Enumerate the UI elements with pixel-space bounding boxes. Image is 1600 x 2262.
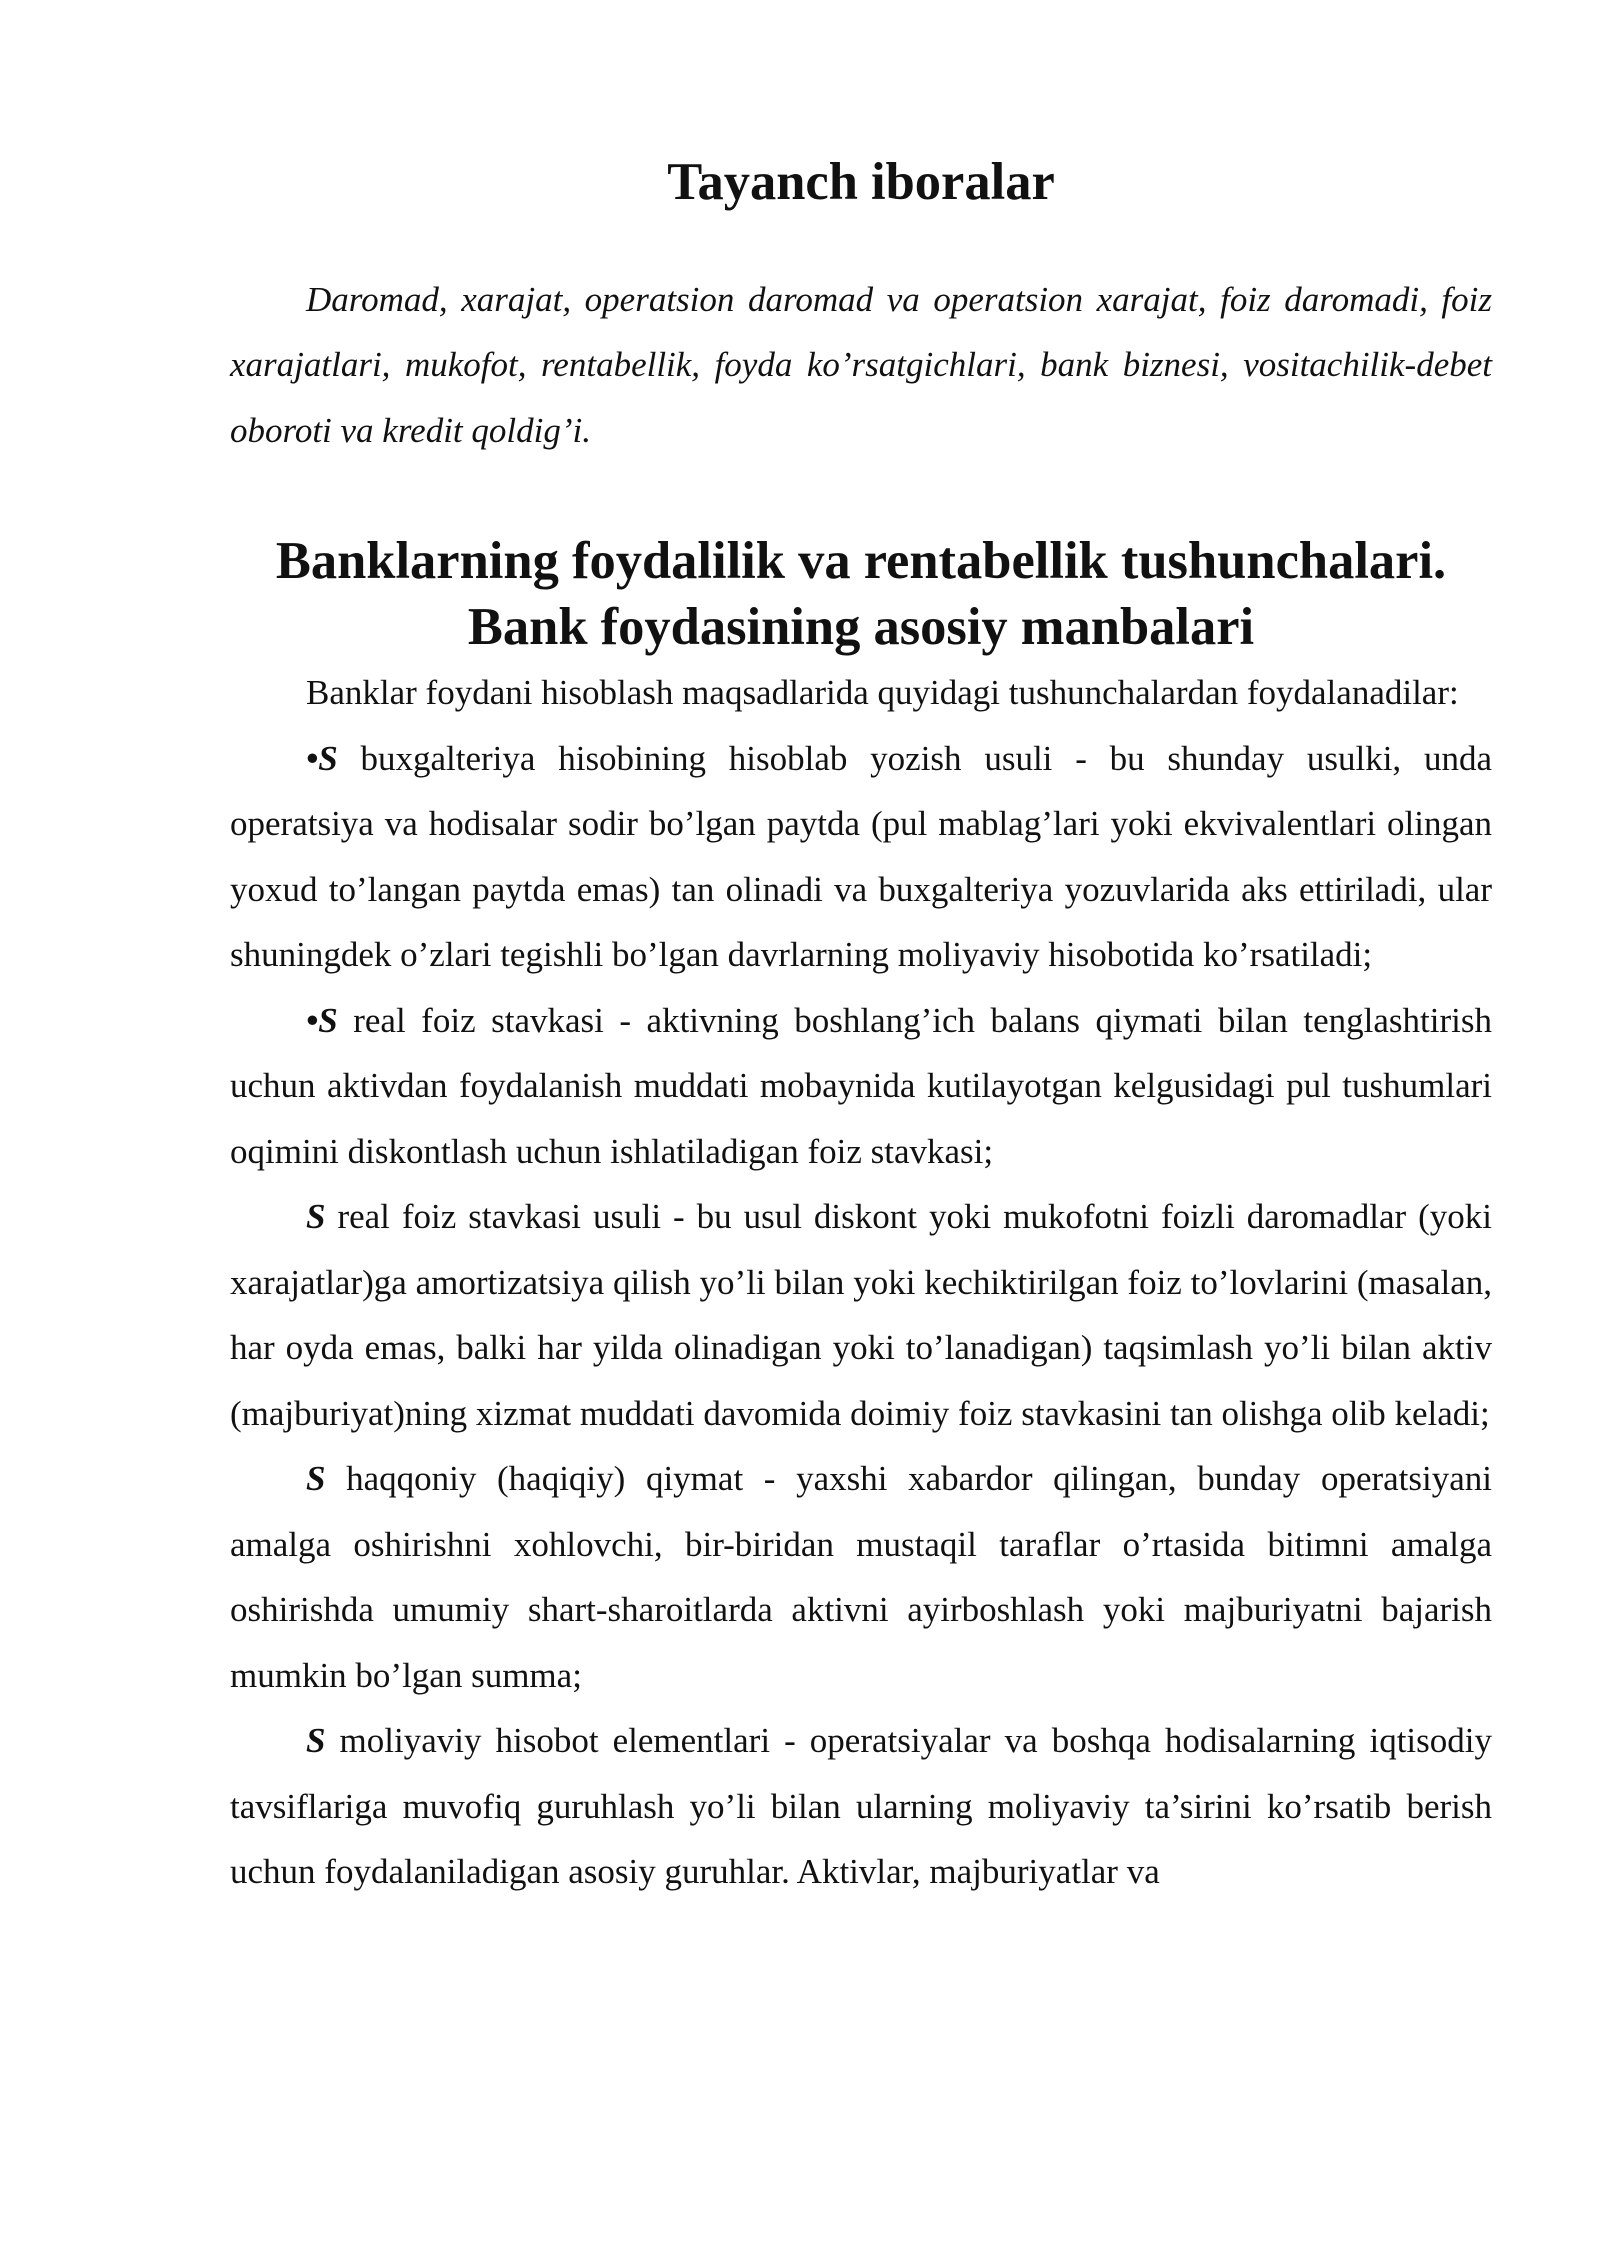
definition-item [230, 988, 1492, 1185]
item-marker: S [306, 1197, 326, 1236]
item-marker: •S [306, 738, 338, 778]
key-terms-text: Daromad, xarajat, operatsion daromad va operatsion xarajat, foiz daromadi, foiz xarajatlari, mukofot, rentabellik, foyda ko’rsatgichlari, bank biznesi, vositachilik-debet oboroti va kredit qoldig’i. [230, 279, 1492, 450]
document-page [230, 150, 1492, 1905]
key-terms-title: Tayanch iboralar [667, 153, 1055, 211]
section-title: Banklarning foydalilik va rentabellik tushunchalari. Bank foydasining asosiy manbalari [275, 532, 1447, 656]
section-intro: Banklar foydani hisoblash maqsadlarida quyidagi tushunchalardan foydalanadilar: [306, 673, 1459, 712]
definition-item [230, 1446, 1492, 1708]
item-text: moliyaviy hisobot elementlari - operatsiyalar va boshqa hodisalarning iqtisodiy tavsiflariga muvofiq guruhlash yo’li bilan ularning moliyaviy ta’sirini ko’rsatib berish uchun foydalaniladigan asosiy guruhlar. Aktivlar, majburiyatlar va [230, 1721, 1492, 1891]
item-text: real foiz stavkasi usuli - bu usul diskont yoki mukofotni foizli daromadlar (yoki xarajatlar)ga amortizatsiya qilish yo’li bilan yoki kechiktirilgan foiz to’lovlarini (masalan, har oyda emas, balki har yilda olinadigan yoki to’lanadigan) taqsimlash yo’li bilan aktiv (majburiyat)ning xizmat muddati davomida doimiy foiz stavkasini tan olishga olib keladi; [230, 1197, 1492, 1433]
item-marker: •S [306, 1000, 338, 1040]
definition-item [230, 1184, 1492, 1446]
item-text: real foiz stavkasi - aktivning boshlang’ich balans qiymati bilan tenglashtirish uchun aktivdan foydalanish muddati mobaynida kutilayotgan kelgusidagi pul tushumlari oqimini diskontlash uchun ishlatiladigan foiz stavkasi; [230, 1000, 1492, 1171]
definition-item [230, 1708, 1492, 1905]
item-marker: S [306, 1459, 326, 1498]
item-marker: S [306, 1721, 326, 1760]
item-text: buxgalteriya hisobining hisoblab yozish usuli - bu shunday usulki, unda operatsiya va hodisalar sodir bo’lgan paytda (pul mablag’lari yoki ekvivalentlari olingan yoxud to’langan paytda emas) tan olinadi va buxgalteriya yozuvlarida aks ettiriladi, ular shuningdek o’zlari tegishli bo’lgan davrlarning moliyaviy hisobotida ko’rsatiladi; [230, 738, 1492, 974]
definition-item [230, 726, 1492, 988]
item-text: haqqoniy (haqiqiy) qiymat - yaxshi xabardor qilingan, bunday operatsiyani amalga oshirishni xohlovchi, bir-biridan mustaqil taraflar o’rtasida bitimni amalga oshirishda umumiy shart-sharoitlarda aktivni ayirboshlash yoki majburiyatni bajarish mumkin bo’lgan summa; [230, 1459, 1492, 1695]
